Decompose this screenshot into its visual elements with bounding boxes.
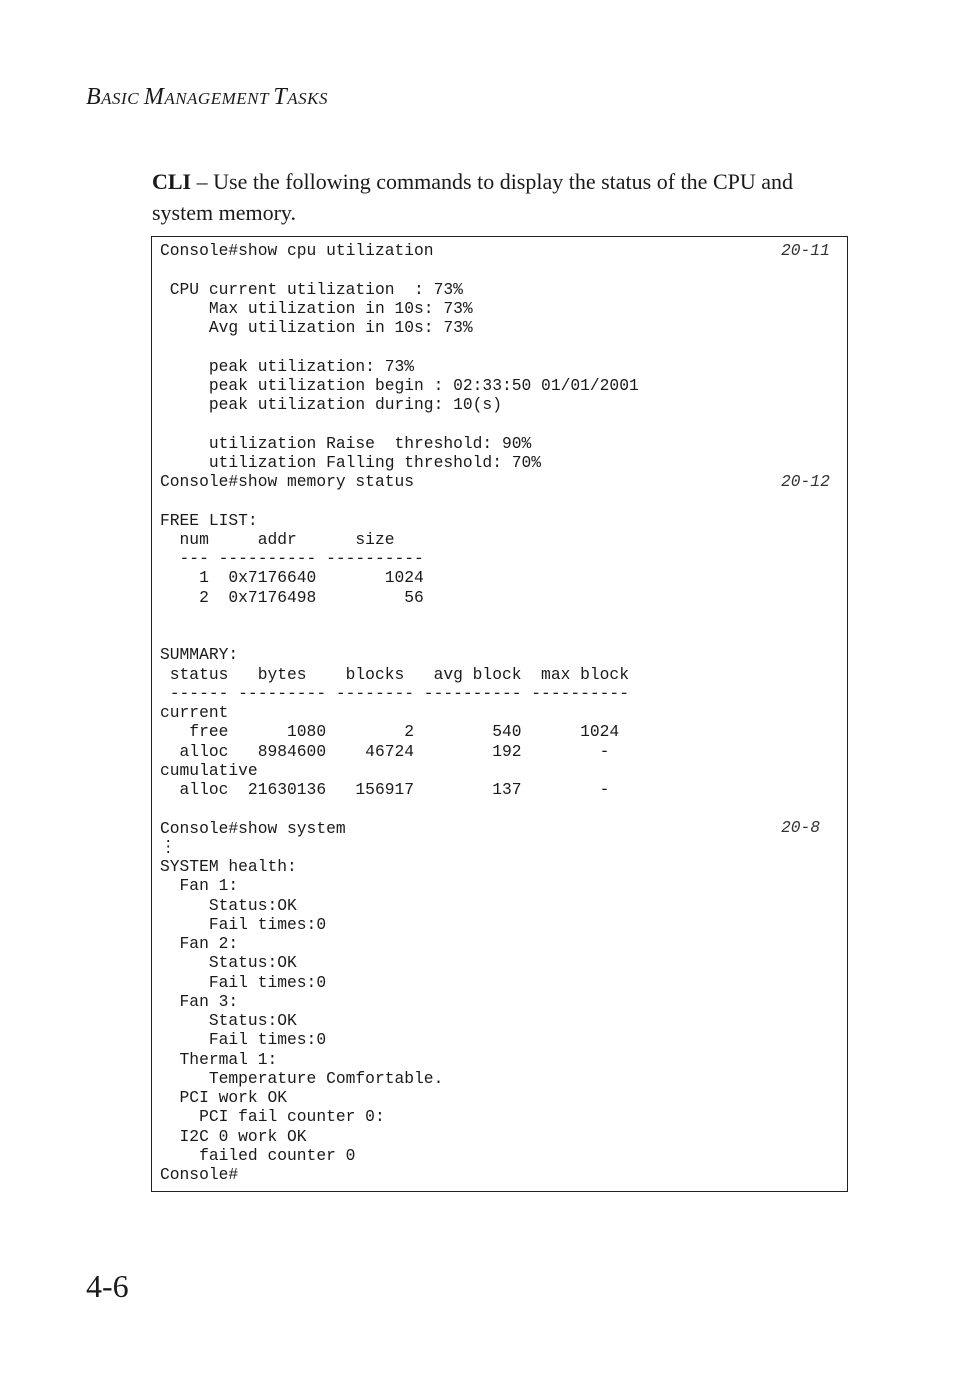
code-block xyxy=(151,236,848,1192)
console-line: peak utilization begin : 02:33:50 01/01/2001 xyxy=(160,375,639,395)
console-line: 2 0x7176498 56 xyxy=(160,587,424,607)
console-line: Status:OK xyxy=(160,895,297,915)
intro-paragraph xyxy=(152,166,852,228)
console-line: FREE LIST: xyxy=(160,510,258,530)
console-line xyxy=(160,799,639,818)
running-head-segment: B xyxy=(86,84,102,110)
running-head-segment: ASIC xyxy=(101,89,144,108)
console-output xyxy=(160,241,639,1184)
console-line: Console#show system xyxy=(160,818,346,838)
running-head-segment: ASKS xyxy=(287,89,328,108)
console-line: SYSTEM health: xyxy=(160,857,297,876)
running-head-segment: M xyxy=(143,84,165,110)
console-line: ⋮ xyxy=(160,837,177,857)
console-line: Fan 2: xyxy=(160,934,239,953)
console-line: PCI work OK xyxy=(160,1088,288,1107)
console-line: Console# xyxy=(160,1165,239,1184)
console-line: 1 0x7176640 1024 xyxy=(160,568,424,588)
ref-cpu-utilization: 20-11 xyxy=(781,241,830,260)
console-line xyxy=(160,607,639,626)
console-line xyxy=(160,414,639,433)
console-line xyxy=(160,626,639,645)
console-line: Fail times:0 xyxy=(160,1030,327,1050)
console-line: num addr size xyxy=(160,529,395,549)
console-line: --- ---------- ---------- xyxy=(160,549,424,568)
console-line: alloc 8984600 46724 192 - xyxy=(160,741,610,761)
ref-memory-status: 20-12 xyxy=(781,472,830,491)
console-line xyxy=(160,260,639,279)
console-line: Temperature Comfortable. xyxy=(160,1068,444,1088)
console-line: Status:OK xyxy=(160,953,297,973)
console-line: CPU current utilization : 73% xyxy=(160,279,463,299)
console-line: PCI fail counter 0: xyxy=(160,1107,385,1127)
console-line: Console#show memory status xyxy=(160,472,415,491)
console-line: I2C 0 work OK xyxy=(160,1126,307,1146)
console-line: cumulative xyxy=(160,760,258,780)
console-line: utilization Falling threshold: 70% xyxy=(160,452,542,472)
running-head xyxy=(86,84,328,111)
console-line: SUMMARY: xyxy=(160,645,239,665)
console-line: ------ --------- -------- ---------- ---------- xyxy=(160,683,629,703)
console-line: failed counter 0 xyxy=(160,1145,356,1165)
console-line: Console#show cpu utilization xyxy=(160,241,434,260)
console-line: Max utilization in 10s: 73% xyxy=(160,298,473,318)
console-line: utilization Raise threshold: 90% xyxy=(160,433,532,453)
console-line: Fan 3: xyxy=(160,991,239,1011)
console-line: Thermal 1: xyxy=(160,1049,278,1069)
console-line: Avg utilization in 10s: 73% xyxy=(160,318,473,337)
running-head-segment: T xyxy=(273,84,288,110)
console-line: status bytes blocks avg block max block xyxy=(160,664,629,684)
console-line xyxy=(160,491,639,510)
console-line: Fail times:0 xyxy=(160,914,327,934)
console-line: Fan 1: xyxy=(160,876,239,896)
console-line: current xyxy=(160,703,229,722)
console-line xyxy=(160,337,639,356)
console-line: alloc 21630136 156917 137 - xyxy=(160,780,610,799)
console-line: peak utilization during: 10(s) xyxy=(160,395,502,414)
running-head-segment: ANAGEMENT xyxy=(164,89,274,108)
console-line: free 1080 2 540 1024 xyxy=(160,722,620,742)
intro-text: – Use the following commands to display the status of the CPU and system memory. xyxy=(152,169,793,225)
cli-label: CLI xyxy=(152,169,192,194)
console-line: Status:OK xyxy=(160,1011,297,1030)
console-line: peak utilization: 73% xyxy=(160,356,415,376)
page-number: 4-6 xyxy=(86,1268,129,1304)
console-line: Fail times:0 xyxy=(160,972,327,992)
ref-show-system: 20-8 xyxy=(781,818,821,837)
